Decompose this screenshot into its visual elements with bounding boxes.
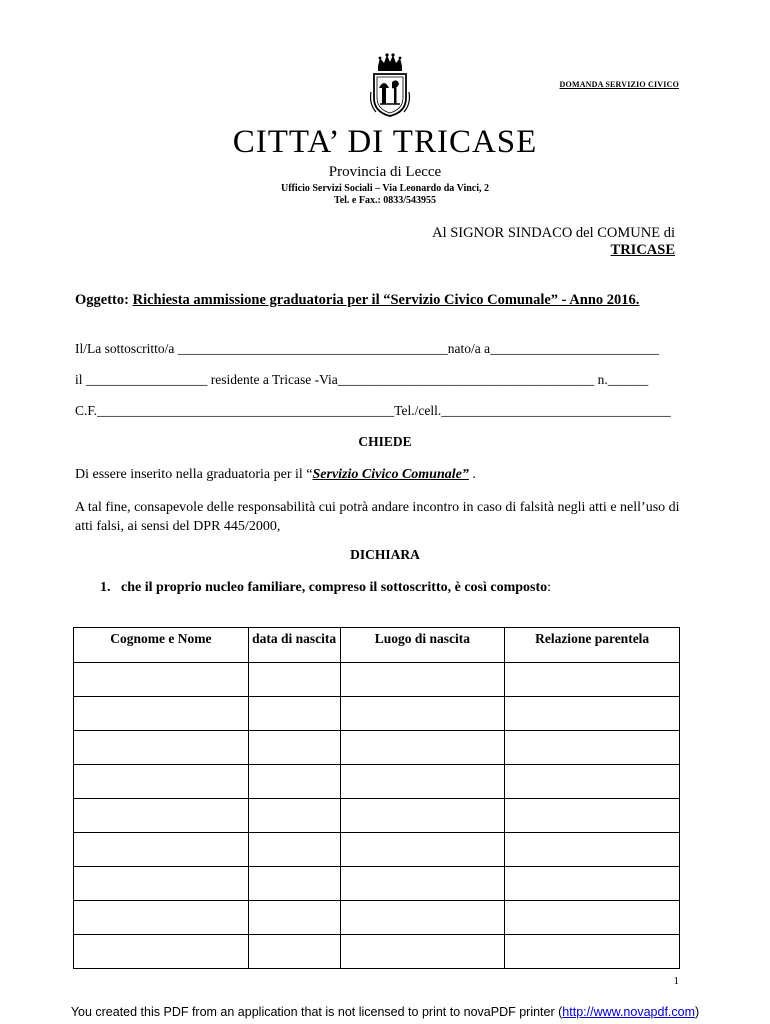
table-cell[interactable] xyxy=(505,731,680,765)
city-title: CITTA’ DI TRICASE xyxy=(232,124,538,160)
request-heading: CHIEDE xyxy=(358,434,412,449)
request-suffix: . xyxy=(468,467,476,482)
table-row xyxy=(74,867,680,901)
table-cell[interactable] xyxy=(340,833,505,867)
table-cell[interactable] xyxy=(505,663,680,697)
table-cell[interactable] xyxy=(505,799,680,833)
office-line: Ufficio Servizi Sociali – Via Leonardo da Vinci, 2 xyxy=(280,183,490,194)
disclaimer: A tal fine, consapevole delle responsabilità cui potrà andare incontro in caso di falsità negli atti e nell’uso di atti falsi, ai sensi del DPR 445/2000, xyxy=(75,500,680,534)
table-cell[interactable] xyxy=(248,867,340,901)
province: Provincia di Lecce xyxy=(328,164,442,180)
item-text: che il proprio nucleo familiare, compreso il sottoscritto, è così composto xyxy=(121,580,548,595)
table-header: Cognome e Nome xyxy=(74,628,249,663)
addressee-line: Al SIGNOR SINDACO del COMUNE di xyxy=(432,225,675,241)
table-row xyxy=(74,663,680,697)
subject-label: Oggetto xyxy=(75,292,125,308)
table-cell[interactable] xyxy=(340,799,505,833)
table-row xyxy=(74,765,680,799)
table-cell[interactable] xyxy=(74,867,249,901)
form-label: DOMANDA SERVIZIO CIVICO xyxy=(559,80,679,89)
table-header: data di nascita xyxy=(248,628,340,663)
table-cell[interactable] xyxy=(340,935,505,969)
subject: Oggetto: Richiesta ammissione graduatoria per il “Servizio Civico Comunale” - Anno 2016. xyxy=(75,292,640,308)
table-cell[interactable] xyxy=(505,697,680,731)
declaration-item xyxy=(100,580,551,596)
request-text xyxy=(75,465,690,484)
phone-line: Tel. e Fax.: 0833/543955 xyxy=(333,195,437,206)
table-cell[interactable] xyxy=(248,765,340,799)
addressee-city: TRICASE xyxy=(610,242,675,258)
table-cell[interactable] xyxy=(505,833,680,867)
footer-text: You created this PDF from an application that is not licensed to print to novaPDF printer ( xyxy=(70,1005,563,1019)
table-row xyxy=(74,731,680,765)
table-cell[interactable] xyxy=(505,935,680,969)
table-cell[interactable] xyxy=(340,901,505,935)
subject-text: Richiesta ammissione graduatoria per il “Servizio Civico Comunale” - Anno 2016. xyxy=(132,292,640,308)
item-colon: : xyxy=(547,580,552,595)
family-table xyxy=(73,627,680,969)
table-cell[interactable] xyxy=(340,663,505,697)
table-cell[interactable] xyxy=(505,765,680,799)
table-cell[interactable] xyxy=(505,867,680,901)
table-cell[interactable] xyxy=(74,799,249,833)
table-cell[interactable] xyxy=(74,901,249,935)
table-cell[interactable] xyxy=(74,731,249,765)
table-cell[interactable] xyxy=(248,799,340,833)
table-cell[interactable] xyxy=(505,901,680,935)
table-cell[interactable] xyxy=(340,731,505,765)
table-cell[interactable] xyxy=(74,663,249,697)
table-header: Relazione parentela xyxy=(505,628,680,663)
city-crest-icon xyxy=(368,52,412,118)
table-cell[interactable] xyxy=(248,697,340,731)
request-prefix: Di essere inserito nella graduatoria per il “ xyxy=(75,467,313,482)
table-cell[interactable] xyxy=(74,697,249,731)
form-line-name[interactable]: Il/La sottoscritto/a ________________________________________nato/a a_________________________ xyxy=(75,341,659,356)
table-row xyxy=(74,901,680,935)
table-row xyxy=(74,697,680,731)
table-cell[interactable] xyxy=(340,765,505,799)
table-header: Luogo di nascita xyxy=(340,628,505,663)
table-cell[interactable] xyxy=(74,833,249,867)
form-line-fiscal-code[interactable]: C.F.____________________________________________Tel./cell.__________________________________ xyxy=(75,403,671,418)
request-highlight: Servizio Civico Comunale” xyxy=(312,467,469,482)
table-cell[interactable] xyxy=(248,901,340,935)
item-number: 1. xyxy=(100,580,111,595)
table-row xyxy=(74,799,680,833)
table-header-row xyxy=(74,628,680,663)
table-row xyxy=(74,935,680,969)
table-cell[interactable] xyxy=(74,765,249,799)
table-cell[interactable] xyxy=(248,731,340,765)
table-cell[interactable] xyxy=(248,663,340,697)
page-number: 1 xyxy=(673,975,679,987)
footer-close: ) xyxy=(695,1005,700,1019)
declaration-heading: DICHIARA xyxy=(350,547,420,562)
form-line-residence[interactable]: il __________________ residente a Tricase -Via______________________________________ n.______ xyxy=(75,372,649,387)
table-cell[interactable] xyxy=(74,935,249,969)
footer-link[interactable]: http://www.novapdf.com xyxy=(562,1005,695,1019)
footer-notice xyxy=(0,1005,770,1019)
table-cell[interactable] xyxy=(340,697,505,731)
table-cell[interactable] xyxy=(340,867,505,901)
office-info xyxy=(0,183,770,207)
table-row xyxy=(74,833,680,867)
table-cell[interactable] xyxy=(248,833,340,867)
table-cell[interactable] xyxy=(248,935,340,969)
